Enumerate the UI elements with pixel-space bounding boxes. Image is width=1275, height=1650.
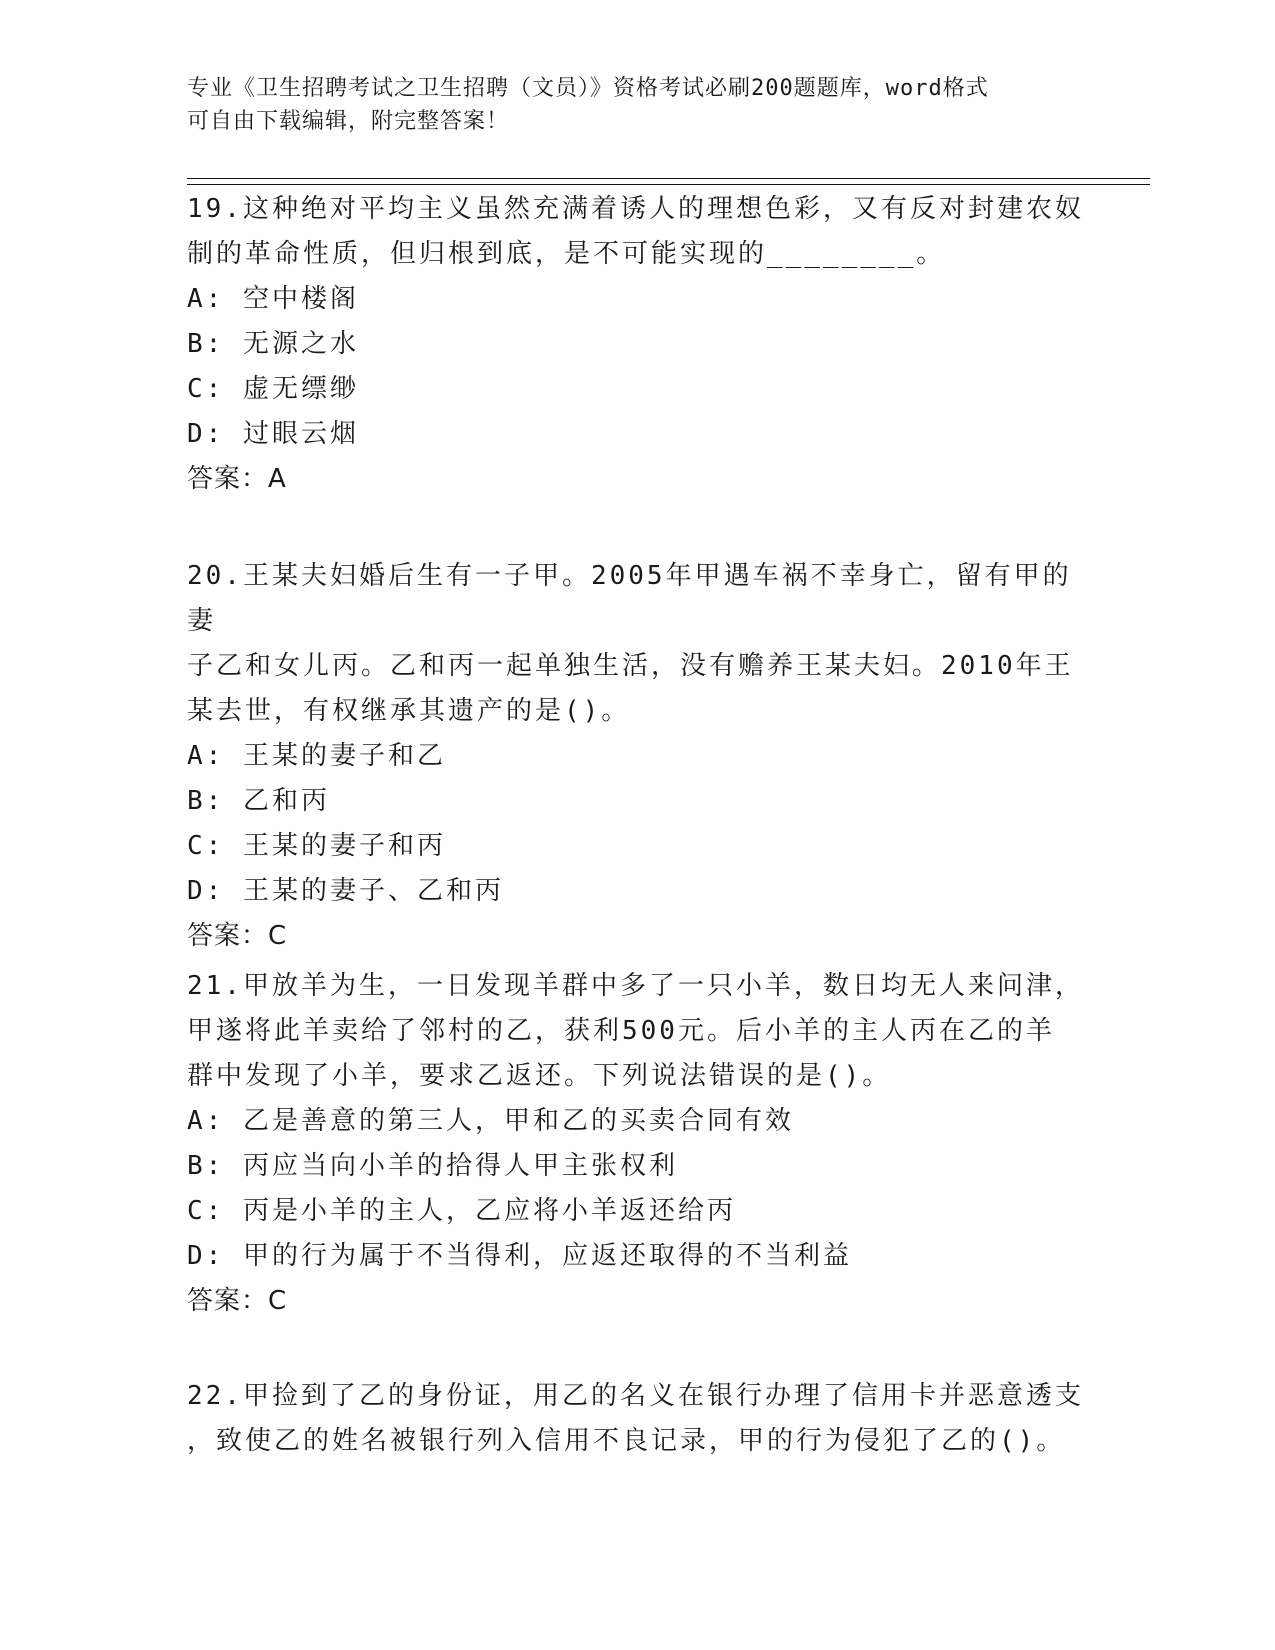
answer-line: 答案：C xyxy=(187,1286,288,1316)
question-stem-line: 群中发现了小羊，要求乙返还。下列说法错误的是()。 xyxy=(187,1061,892,1091)
question-stem-line: ，致使乙的姓名被银行列入信用不良记录，甲的行为侵犯了乙的()。 xyxy=(187,1426,1066,1456)
question-stem-line: 某去世，有权继承其遗产的是()。 xyxy=(187,696,631,726)
question-stem-line: 22.甲捡到了乙的身份证，用乙的名义在银行办理了信用卡并恶意透支 xyxy=(187,1381,1084,1411)
header-line-2: 可自由下载编辑，附完整答案！ xyxy=(187,109,510,134)
option-b: B: 无源之水 xyxy=(187,329,359,359)
question-stem-line: 子乙和女儿丙。乙和丙一起单独生活，没有赡养王某夫妇。2010年王 xyxy=(187,651,1074,681)
option-d: D: 王某的妻子、乙和丙 xyxy=(187,876,504,906)
option-c: C: 丙是小羊的主人，乙应将小羊返还给丙 xyxy=(187,1196,736,1226)
option-a: A: 乙是善意的第三人，甲和乙的买卖合同有效 xyxy=(187,1106,794,1136)
option-a: A: 空中楼阁 xyxy=(187,284,359,314)
question-20 xyxy=(187,554,1087,959)
header-divider-top xyxy=(187,178,1150,179)
question-stem-line: 制的革命性质，但归根到底，是不可能实现的________。 xyxy=(187,239,946,269)
option-a: A: 王某的妻子和乙 xyxy=(187,741,446,771)
question-stem-line: 21.甲放羊为生，一日发现羊群中多了一只小羊，数日均无人来问津， xyxy=(187,971,1084,1001)
question-19 xyxy=(187,187,1087,502)
question-22 xyxy=(187,1374,1087,1464)
option-d: D: 过眼云烟 xyxy=(187,419,359,449)
question-stem-line: 19.这种绝对平均主义虽然充满着诱人的理想色彩，又有反对封建农奴 xyxy=(187,194,1084,224)
option-b: B: 乙和丙 xyxy=(187,786,330,816)
header-line-1: 专业《卫生招聘考试之卫生招聘（文员）》资格考试必刷200题题库，word格式 xyxy=(187,76,989,101)
document-header xyxy=(187,72,1087,138)
question-21 xyxy=(187,964,1087,1324)
question-stem-line: 20.王某夫妇婚后生有一子甲。2005年甲遇车祸不幸身亡，留有甲的妻 xyxy=(187,561,1072,636)
answer-line: 答案：A xyxy=(187,464,287,494)
option-b: B: 丙应当向小羊的拾得人甲主张权利 xyxy=(187,1151,678,1181)
option-c: C: 王某的妻子和丙 xyxy=(187,831,446,861)
option-d: D: 甲的行为属于不当得利，应返还取得的不当利益 xyxy=(187,1241,852,1271)
question-stem-line: 甲遂将此羊卖给了邻村的乙，获利500元。后小羊的主人丙在乙的羊 xyxy=(187,1016,1055,1046)
answer-line: 答案：C xyxy=(187,921,288,951)
header-divider-bottom xyxy=(187,184,1150,185)
option-c: C: 虚无缥缈 xyxy=(187,374,359,404)
